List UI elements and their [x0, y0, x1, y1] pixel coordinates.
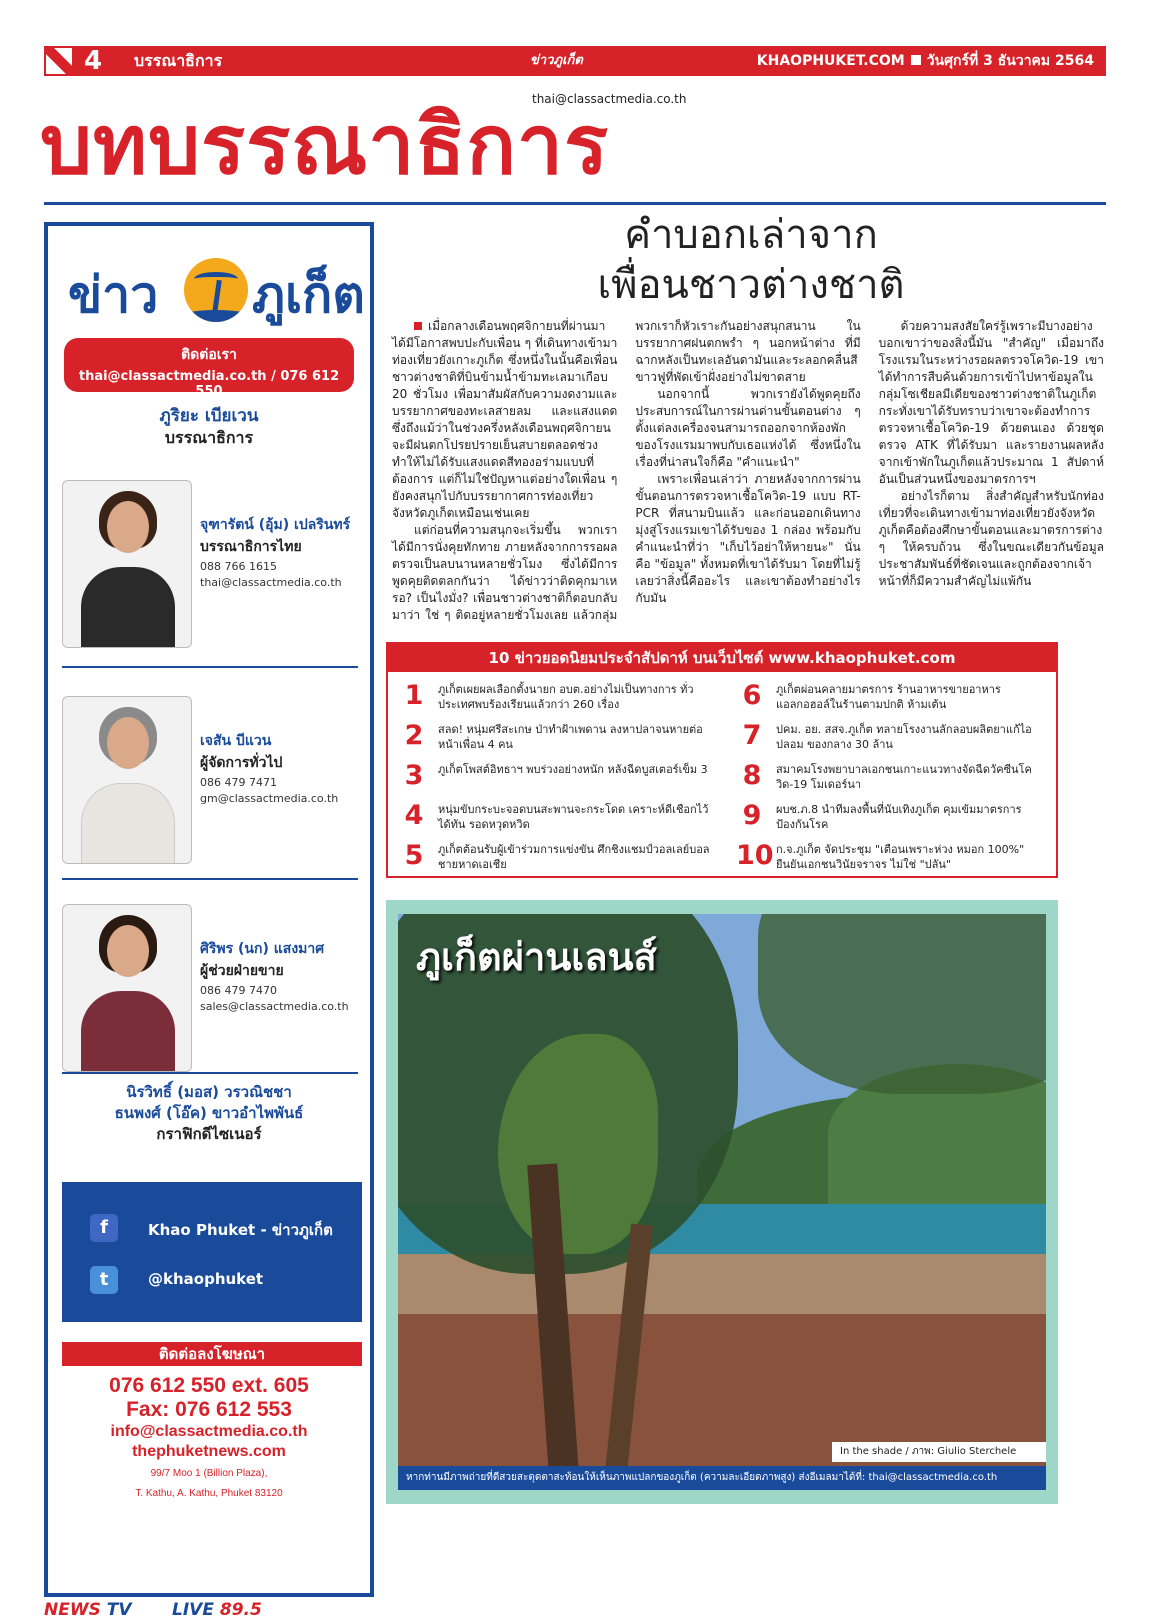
article-headline — [396, 210, 1106, 310]
facebook-icon: f — [90, 1214, 118, 1242]
designers-block — [48, 1082, 370, 1145]
staff-name: เจสัน บีแวน — [200, 733, 272, 749]
headline-line2: เพื่อนชาวต่างชาติ — [597, 262, 905, 308]
palm-sun-icon — [184, 258, 248, 322]
editorial-email[interactable]: thai@classactmedia.co.th — [532, 92, 687, 106]
contact-info[interactable]: thai@classactmedia.co.th / 076 612 550 — [78, 369, 340, 399]
ad-address-line1: 99/7 Moo 1 (Billion Plaza), — [150, 1468, 268, 1479]
article-paragraph: ด้วยความสงสัยใคร่รู้เพราะมีบางอย่างบอกเขาว่าของสิ่งนี้มัน "สำคัญ" เมื่อมาถึงโรงแรมในระหว่างรอผลตรวจโควิด-19 เขาได้ทำการสืบค้นด้วยการเข้าไปหาข้อมูลในกลุ่มโซเชียลมีเดียของชาวต่างชาติในภูเก็ต กระทั่งเขาได้รับทราบว่าเขาจะต้องทำการตรวจหาเชื้อโควิด-19 ด้วยตนเอง ด้วยชุดตรวจ ATK ที่ได้รับมา และรายงานผลหลังจากเข้าพักในภูเก็ตแล้วประมาณ 1 สัปดาห์ อันเป็นส่วนหนึ่งของมาตรการฯ — [878, 319, 1104, 486]
contact-label: ติดต่อเรา — [181, 347, 237, 363]
staff-email[interactable]: thai@classactmedia.co.th — [200, 576, 342, 589]
photo-section-title: ภูเก็ตผ่านเลนส์ — [416, 935, 657, 979]
staff-role: บรรณาธิการไทย — [200, 539, 302, 555]
top10-item[interactable]: 6 ภูเก็ตผ่อนคลายมาตรการ ร้านอาหารขายอาหาร แอลกอฮอล์ในร้านตามปกติ ห้ามเต้น — [742, 680, 1001, 711]
live-radio-logo: LIVE 89.5 — [172, 1600, 262, 1620]
headline-line1: คำบอกเล่าจาก — [624, 212, 878, 258]
staff-name: จุฑารัตน์ (อุ้ม) เปลรินทร์ — [200, 517, 351, 533]
beach-photo — [398, 914, 1046, 1474]
ad-email[interactable]: info@classactmedia.co.th — [110, 1423, 308, 1440]
staff-phone: 088 766 1615 — [200, 560, 277, 573]
photo-caption: หากท่านมีภาพถ่ายที่ดีสวยสะดุดตาสะท้อนให้เห็นภาพแปลกของภูเก็ต (ความละเอียดภาพสูง) ส่งอีเมลมาได้ที่: thai@classactmedia.co.th — [398, 1466, 1046, 1490]
staff-role: ผู้ช่วยฝ่ายขาย — [200, 963, 284, 979]
staff-name: ศิริพร (นก) แสงมาศ — [200, 941, 325, 957]
top10-item[interactable]: 1 ภูเก็ตเผยผลเลือกตั้งนายก อบต.อย่างไม่เป็นทางการ ทั่วประเทศพบร้องเรียนแล้วกว่า 260 เรื่อง — [404, 680, 694, 711]
staff-photo — [62, 480, 192, 648]
title-divider — [44, 202, 1106, 205]
article-body — [392, 318, 1104, 626]
logo-text-part2: ภูเก็ต — [252, 266, 365, 324]
ad-contact-info — [48, 1374, 370, 1504]
site-url[interactable]: KHAOPHUKET.COM — [756, 53, 905, 69]
article-paragraph: เมื่อกลางเดือนพฤศจิกายนที่ผ่านมา ได้มีโอกาสพบปะกับเพื่อน ๆ ที่เดินทางเข้ามาท่องเที่ยวยังเกาะภูเก็ต ซึ่งหนึ่งในนั้นคือเพื่อนชาวต่างชาติที่บินข้ามน้ำข้ามทะเลมาเกือบ 20 ชั่วโมง เพื่อมาสัมผัสกับความงดงามและบรรยากาศของทะเลสายลม และแสงแดด ซึ่งถึงแม้ว่าในช่วงครึ่งหลังเดือนพฤศจิกายน จะมีฝนตกโปรยปรายเย็นสบายตลอดช่วง ทำให้ไม่ได้รับแสงแดดสีทองอร่ามแบบที่ต้องการ แต่ก็ไม่ใช่ปัญหาแต่อย่างใดเพื่อน ๆ ยังคงสนุกไปกับบรรยากาศการท่องเที่ยวจังหวัดภูเก็ตเหมือนเช่นเคย — [392, 319, 618, 520]
ad-address-line2: T. Kathu, A. Kathu, Phuket 83120 — [135, 1488, 283, 1499]
header-site-date — [757, 46, 1094, 76]
newstv-logo: NEWS TV — [44, 1600, 132, 1620]
divider — [62, 666, 358, 668]
twitter-label: @khaophuket — [148, 1270, 264, 1288]
article-paragraph: นอกจากนี้ พวกเรายังได้พูดคุยถึงประสบการณ์ในการผ่านด่านขั้นตอนต่าง ๆ ตั้งแต่ลงเครื่องจนสามารถออกจากห้องพักของโรงแรมมาพบกับเธอแห่งได้ ซึ่งหนึ่งในเรื่องที่น่าสนใจก็คือ "คำแนะนำ" — [635, 387, 861, 469]
top10-item[interactable]: 7 ปคม. อย. สสจ.ภูเก็ต ทลายโรงงานลักลอบผลิตยาแก้ไอปลอม ของกลาง 30 ล้าน — [742, 720, 1032, 751]
staff-photo — [62, 696, 192, 864]
social-box — [62, 1182, 362, 1322]
top10-item[interactable]: 4 หนุ่มขับกระบะจอดบนสะพานจะกระโดด เคราะห์ดีเชือกไว้ได้ทัน รอดหวุดหวิด — [404, 800, 709, 831]
staff-email[interactable]: sales@classactmedia.co.th — [200, 1000, 349, 1013]
article-paragraph: เพราะเพื่อนเล่าว่า ภายหลังจากการผ่านขั้นตอนการตรวจหาเชื้อโควิด-19 แบบ RT-PCR ที่สนามบินแล้ว และก่อนออกเดินทางมุ่งสู่โรงแรมเขาได้รับของ 1 กล่อง พร้อมกับคำแนะนำที่ว่า "เก็บไว้อย่าให้หายนะ" นั่นคือ "ข้อมูล" ทั้งหมดที่เขาได้รับมา โดยที่ไม่รู้เลยว่าสิ่งนี้คืออะไร และเขาต้องทำอย่างไรกับมัน — [635, 472, 861, 605]
staff-phone: 086 479 7471 — [200, 776, 277, 789]
staff-card — [62, 696, 362, 876]
top10-item[interactable]: 9 ผบช.ภ.8 นำทีมลงพื้นที่นับเทิงภูเก็ต คุมเข้มมาตรการป้องกันโรค — [742, 800, 1022, 831]
staff-sidebar — [44, 222, 374, 1597]
issue-date: วันศุกร์ที่ 3 ธันวาคม 2564 — [926, 53, 1094, 69]
top10-item[interactable]: 8 สมาคมโรงพยาบาลเอกชนเกาะแนวทางจัดฉีดวัคซีนโควิด-19 โมเดอร์นา — [742, 760, 1032, 791]
ad-fax: Fax: 076 612 553 — [126, 1398, 292, 1421]
square-bullet-icon — [414, 322, 422, 330]
staff-card — [62, 480, 362, 660]
page-number: 4 — [84, 46, 103, 76]
staff-card — [62, 904, 362, 1084]
ad-website[interactable]: thephuketnews.com — [132, 1443, 286, 1460]
logo-text-part1: ข่าว — [68, 266, 159, 324]
photo-feature — [386, 900, 1058, 1504]
square-separator-icon — [911, 55, 921, 65]
photo-credit: In the shade / ภาพ: Giulio Sterchele — [832, 1442, 1046, 1462]
editor-role: บรรณาธิการ — [164, 428, 254, 447]
corner-mark-icon — [44, 46, 74, 76]
editor-name: ภูริยะ เบียเวน — [159, 406, 259, 426]
article-paragraph: แต่ก่อนที่ความสนุกจะเริ่มขึ้น พวกเราได้มีการนั่งคุยทักทาย ภายหลังจากการรอผลตรวจเป็นลบนานหลายชั่วโมง ซึ่งได้มีการพูดคุยติดตลกกันว่า ได้ข่าวว่าติดคุกมาเหรอ? เป็นไงมั่ง? เพื่อนชาวต่างชาติก็ตอบกลับมาว่า ใช่ ๆ ติดอยู่หลายชั่วโมงเลย แล้วกลุ่มพวกเราก็หัวเราะกันอย่างสนุกสนาน ในบรรยากาศฝนตกพรำ ๆ นอกหน้าต่าง ที่มีฉากหลังเป็นทะเลอันดามันและระลอกคลื่นสีขาวฟูที่พัดเข้าฝั่งอย่างไม่ขาดสาย — [392, 319, 861, 622]
masthead-logo: ข่าวภูเก็ต — [530, 53, 583, 68]
top10-item[interactable]: 3 ภูเก็ตโพสต์อิทธาฯ พบร่วงอย่างหนัก หลังฉีดบูสเตอร์เข็ม 3 — [404, 760, 708, 791]
top10-item[interactable]: 5 ภูเก็ตต้อนรับผู้เข้าร่วมการแข่งขัน ศึกชิงแชมป์วอลเลย์บอลชายหาดเอเชีย — [404, 840, 710, 871]
top10-item[interactable]: 2 สลด! หนุ่มศรีสะเกษ ป่าทำฝ้าเพดาน ลงหาปลาจนหายต่อหน้าเพื่อน 4 คน — [404, 720, 703, 751]
khaophuket-logo — [68, 248, 365, 336]
staff-email[interactable]: gm@classactmedia.co.th — [200, 792, 339, 805]
staff-photo — [62, 904, 192, 1072]
designer-name: นิรวิทธิ์ (มอส) วรวณิชชา — [126, 1083, 292, 1101]
top10-item[interactable]: 10 ก.จ.ภูเก็ต จัดประชุม "เตือนเพราะห่วง หมอก 100%" ยืนยันเอกชนวินัยจราจร ไม่ใช่ "ปลัน" — [736, 840, 1025, 871]
staff-role: ผู้จัดการทั่วไป — [200, 755, 283, 771]
contact-box — [64, 338, 354, 399]
ad-phone: 076 612 550 ext. 605 — [109, 1374, 309, 1397]
designer-role: กราฟิกดีไซเนอร์ — [156, 1125, 262, 1143]
top10-heading: 10 ข่าวยอดนิยมประจำสัปดาห์ บนเว็บไซต์ www.khaophuket.com — [388, 644, 1056, 672]
page-title: บทบรรณาธิการ — [40, 98, 610, 193]
section-name: บรรณาธิการ — [134, 51, 223, 70]
twitter-icon: t — [90, 1266, 118, 1294]
divider — [62, 878, 358, 880]
top10-news-box — [386, 642, 1058, 878]
article-paragraph: อย่างไรก็ตาม สิ่งสำคัญสำหรับนักท่องเที่ยวที่จะเดินทางเข้ามาท่องเที่ยวยังจังหวัดภูเก็ตคือต้องศึกษาขั้นตอนและมาตรการต่าง ๆ ให้ครบถ้วน ซึ่งในขณะเดียวกันข้อมูลประชาสัมพันธ์ที่ชัดเจนและถูกต้องจากเจ้าหน้าที่ก็มีความสำคัญไม่แพ้กัน — [878, 489, 1104, 588]
facebook-label: Khao Phuket - ข่าวภูเก็ต — [148, 1221, 333, 1239]
staff-phone: 086 479 7470 — [200, 984, 277, 997]
ad-contact-heading: ติดต่อลงโฆษณา — [62, 1342, 362, 1366]
designer-name: ธนพงศ์ (โอ๊ค) ขาวอำไพพันธ์ — [114, 1104, 304, 1122]
divider — [62, 1072, 358, 1074]
